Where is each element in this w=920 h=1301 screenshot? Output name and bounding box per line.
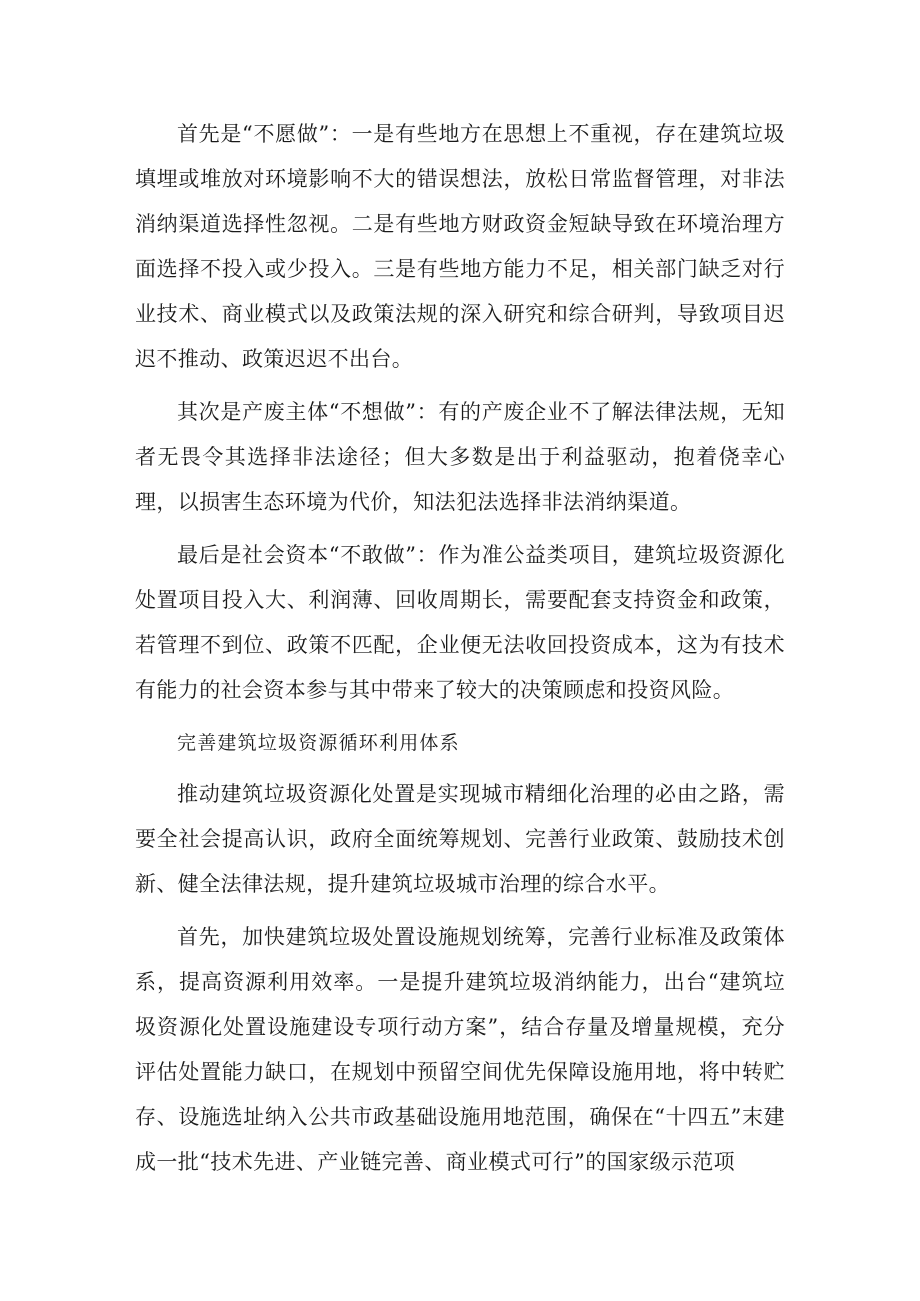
section-heading: 完善建筑垃圾资源循环利用体系: [177, 732, 460, 754]
paragraph-first-measure: 首先，加快建筑垃圾处置设施规划统筹，完善行业标准及政策体系，提高资源利用效率。一是提升建筑垃圾消纳能力，出台“建筑垃圾资源化处置设施建设专项行动方案”，结合存量及增量规模，充分评估处置能力缺口，在规划中预留空间优先保障设施用地，将中转贮存、设施选址纳入公共市政基础设施用地范围，确保在“十四五”末建成一批“技术先进、产业链完善、商业模式可行”的国家级示范项: [135, 925, 785, 1174]
paragraph-promote: 推动建筑垃圾资源化处置是实现城市精细化治理的必由之路，需要全社会提高认识，政府全面统筹规划、完善行业政策、鼓励技术创新、健全法律法规，提升建筑垃圾城市治理的综合水平。: [135, 782, 785, 896]
paragraph-not-daring: 最后是社会资本“不敢做”：作为准公益类项目，建筑垃圾资源化处置项目投入大、利润薄、回收周期长，需要配套支持资金和政策，若管理不到位、政策不匹配，企业便无法收回投资成本，这为有技术有能力的社会资本参与其中带来了较大的决策顾虑和投资风险。: [135, 543, 785, 702]
paragraph-not-willing: 首先是“不愿做”：一是有些地方在思想上不重视，存在建筑垃圾填埋或堆放对环境影响不大的错误想法，放松日常监督管理，对非法消纳渠道选择性忽视。二是有些地方财政资金短缺导致在环境治理方面选择不投入或少投入。三是有些地方能力不足，相关部门缺乏对行业技术、商业模式以及政策法规的深入研究和综合研判，导致项目迟迟不推动、政策迟迟不出台。: [135, 122, 785, 371]
paragraph-not-wanting: 其次是产废主体“不想做”：有的产废企业不了解法律法规，无知者无畏令其选择非法途径；但大多数是出于利益驱动，抱着侥幸心理，以损害生态环境为代价，知法犯法选择非法消纳渠道。: [135, 400, 785, 514]
document-body: [135, 112, 785, 1185]
